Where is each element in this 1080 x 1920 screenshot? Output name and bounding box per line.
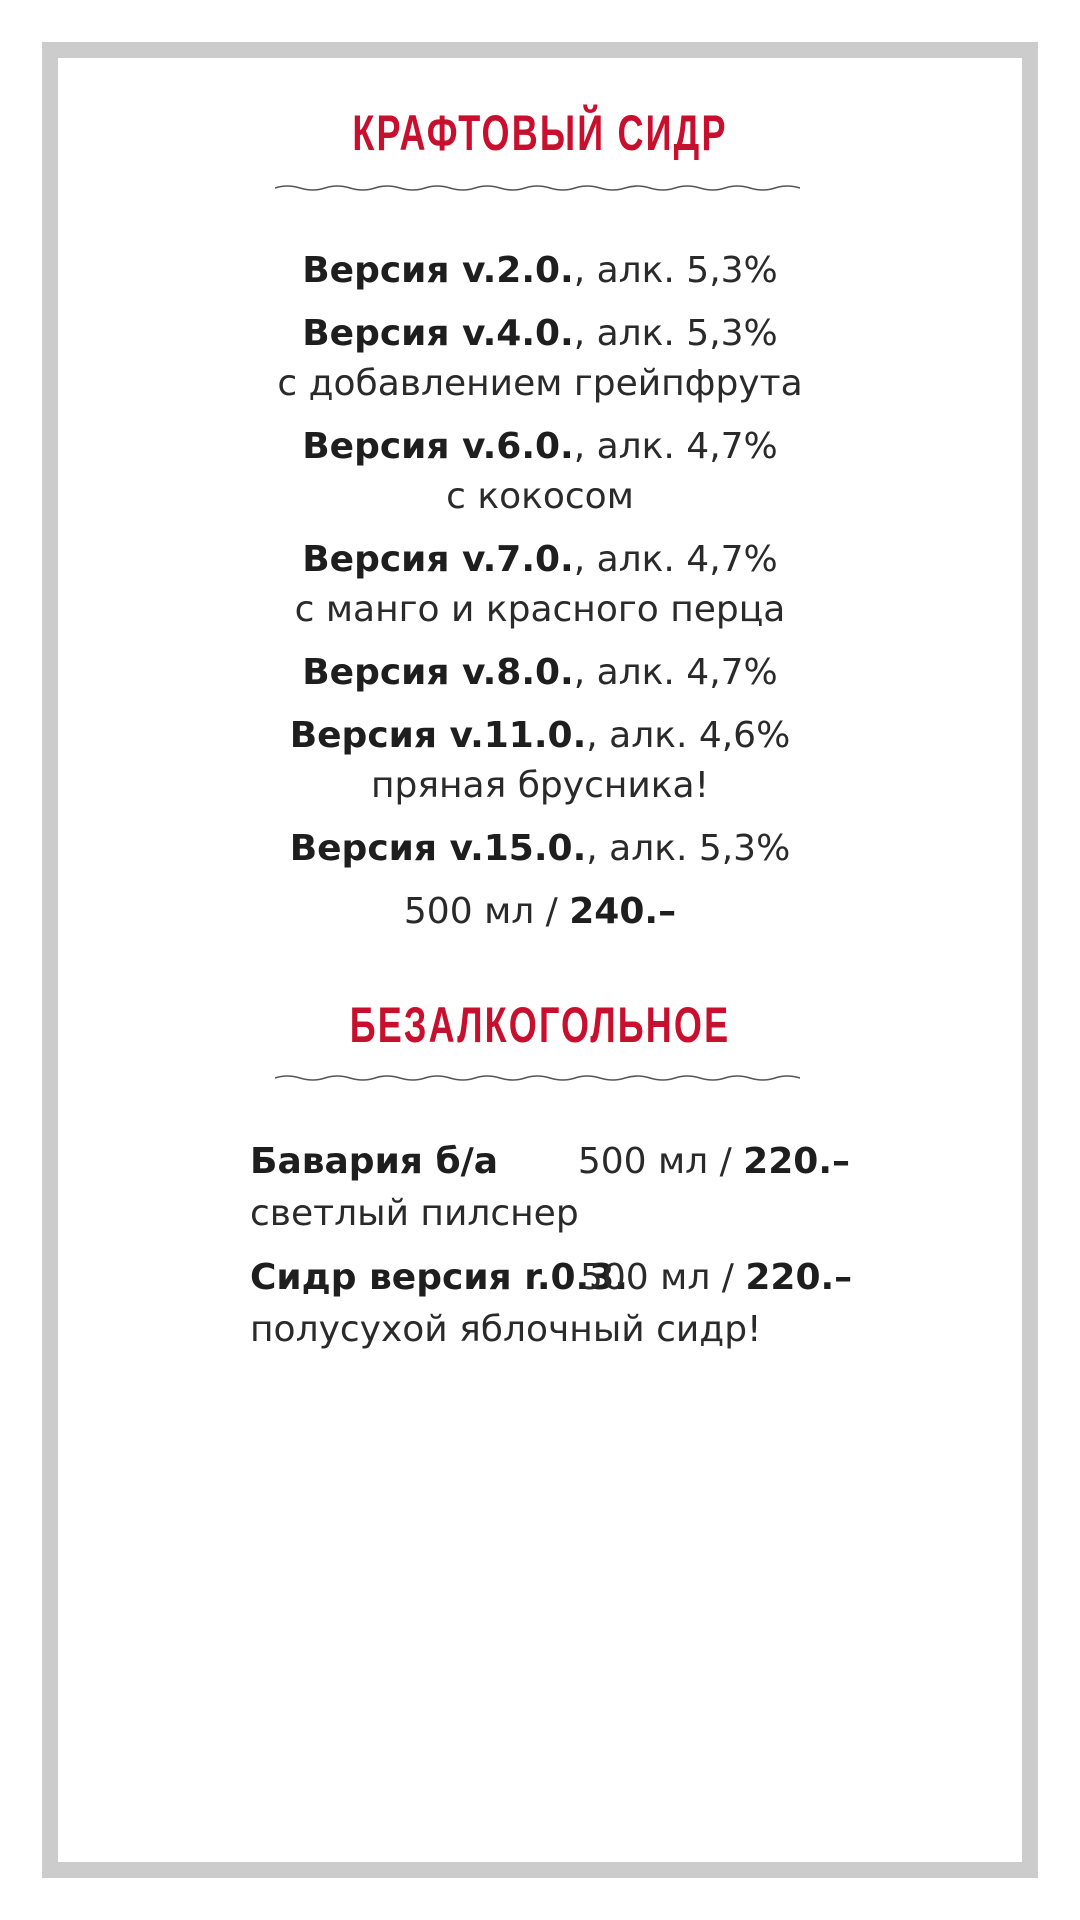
list-item: Сидр версия r.0.3. 500 мл / 220.– полусухой яблочный сидр! [250,1252,850,1356]
list-item: Версия v.4.0., алк. 5,3% [302,313,778,354]
item-description: с кокосом [446,476,634,517]
section-title-cider: КРАФТОВЫЙ СИДР [352,105,728,161]
cider-list [0,246,1080,937]
item-description: с добавлением грейпфрута [277,363,803,404]
list-item: Версия v.6.0., алк. 4,7% [302,426,778,467]
item-description: с манго и красного перца [294,589,786,630]
non-alcoholic-list [250,1136,853,1368]
list-item: Версия v.8.0., алк. 4,7% [302,652,778,693]
section-title-non-alcoholic: БЕЗАЛКОГОЛЬНОЕ [349,997,731,1053]
list-item: Версия v.7.0., алк. 4,7% [302,539,778,580]
price: 500 мл / 220.– [577,1141,850,1182]
list-item: Версия v.11.0., алк. 4,6% [289,715,791,756]
list-item: Версия v.15.0., алк. 5,3% [289,828,791,869]
list-item: Версия v.2.0., алк. 5,3% [302,250,778,291]
item-description: светлый пилснер [250,1193,579,1234]
price: 500 мл / 220.– [580,1257,853,1298]
wavy-divider [275,1072,800,1084]
item-description: пряная брусника! [370,765,710,806]
wavy-divider [275,182,800,194]
price-line: 500 мл / 240.– [403,891,677,932]
item-description: полусухой яблочный сидр! [250,1309,762,1350]
list-item: Бавария б/а 500 мл / 220.– светлый пилснер [250,1136,850,1240]
